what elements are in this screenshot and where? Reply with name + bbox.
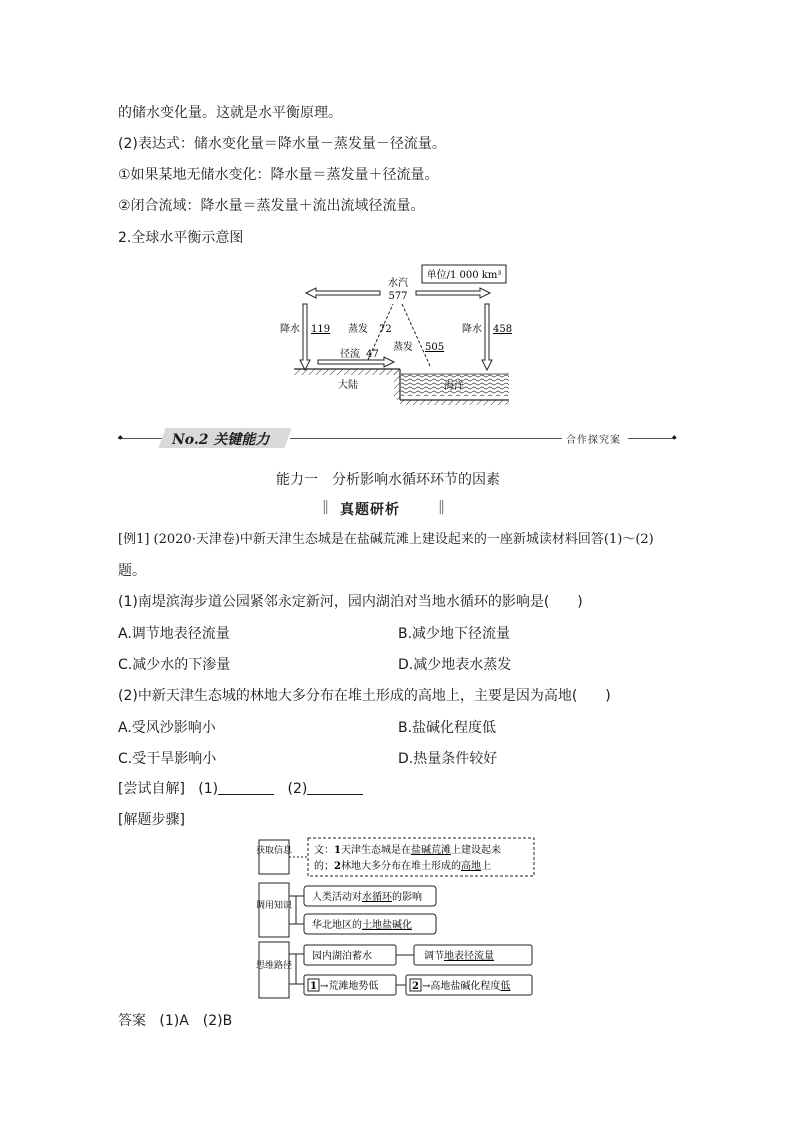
question-2: (2)中新天津生态城的林地大多分布在堆土形成的高地上，主要是因为高地( ) — [118, 688, 611, 704]
q1-option-d: D.减少地表水蒸发 — [398, 657, 512, 673]
vapor-right-arrow — [416, 288, 490, 298]
svg-text:人类活动对水循环的影响: 人类活动对水循环的影响 — [312, 892, 422, 903]
vapor-left-arrow — [306, 288, 380, 298]
q1-option-b: B.减少地下径流量 — [398, 626, 511, 642]
use-knowledge-label: 调用知识 — [256, 901, 293, 911]
land-precip-label: 降水 — [280, 324, 300, 335]
svg-text:1: 1 — [310, 981, 317, 992]
zhenti-deco-right: ‖ — [438, 499, 445, 515]
answer-line: 答案 (1)A (2)B — [118, 1013, 233, 1029]
zhenti-label: 真题研析 — [340, 502, 400, 518]
answer-blank-2[interactable] — [307, 780, 363, 795]
svg-text:调节地表径流量: 调节地表径流量 — [424, 951, 494, 962]
section-rule-left — [118, 438, 162, 439]
subheading: 2.全球水平衡示意图 — [118, 230, 244, 246]
section-tag: No.2 关键能力 — [172, 432, 270, 448]
runoff-label: 径流 — [340, 349, 360, 360]
thinking-label: 思维路径 — [256, 961, 293, 971]
ocean-label: 海洋 — [444, 381, 464, 392]
ocean-precip-label: 降水 — [462, 324, 482, 335]
q2-option-b: B.盐碱化程度低 — [398, 720, 497, 736]
text-line: 的储水变化量。这就是水平衡原理。 — [118, 105, 342, 121]
ability-title: 能力一 分析影响水循环环节的因素 — [276, 472, 500, 488]
text-line: ②闭合流域：降水量＝蒸发量＋流出流域径流量。 — [118, 198, 425, 214]
get-info-label-1: 获取信息 — [256, 846, 293, 856]
example-intro: [例1] (2020·天津卷)中新天津生态城是在盐碱荒滩上建设起来的一座新城读材料回答(1)～(2) — [118, 532, 654, 547]
example-intro-cont: 题。 — [118, 563, 146, 579]
land-precip-arrow — [300, 304, 310, 370]
svg-text:园内湖泊蓄水: 园内湖泊蓄水 — [312, 951, 372, 962]
land-label: 大陆 — [338, 380, 358, 391]
ocean-evap-value: 505 — [425, 342, 445, 353]
q2-option-a: A.受风沙影响小 — [118, 720, 216, 736]
question-1: (1)南堤滨海步道公园紧邻永定新河，园内湖泊对当地水循环的影响是( ) — [118, 594, 583, 610]
q2-option-d: D.热量条件较好 — [398, 751, 498, 767]
svg-text:华北地区的土地盐碱化: 华北地区的土地盐碱化 — [312, 920, 412, 931]
svg-text:文：1天津生态城是在盐碱荒滩上建设起来: 文：1天津生态城是在盐碱荒滩上建设起来 — [314, 845, 501, 856]
try-solve: [尝试自解] (1) (2) — [118, 779, 363, 799]
zhenti-deco-left: ‖ — [322, 499, 329, 515]
ocean-evap-label: 蒸发 — [393, 342, 413, 353]
ocean-precip-value: 458 — [493, 324, 513, 335]
svg-text:2: 2 — [412, 981, 419, 992]
water-balance-diagram — [280, 262, 520, 408]
section-right-label: 合作探究案 — [566, 435, 621, 446]
section-rule-right — [628, 438, 676, 439]
text-line: ①如果某地无储水变化：降水量＝蒸发量＋径流量。 — [118, 167, 439, 183]
text-line: (2)表达式：储水变化量＝降水量－蒸发量－径流量。 — [118, 136, 446, 152]
svg-text:的；2林地大多分布在堆土形成的高地上: 的；2林地大多分布在堆土形成的高地上 — [314, 861, 491, 872]
rule-dot-left: ◆ — [118, 434, 123, 441]
steps-label: [解题步骤] — [118, 812, 185, 828]
land-precip-value: 119 — [311, 324, 331, 335]
land-evap-value: 72 — [379, 324, 392, 335]
q1-option-c: C.减少水的下渗量 — [118, 657, 231, 673]
section-rule-mid — [290, 438, 562, 439]
land-evap-label: 蒸发 — [348, 324, 368, 335]
q2-option-c: C.受干旱影响小 — [118, 751, 217, 767]
ocean-precip-arrow — [482, 304, 492, 370]
q1-option-a: A.调节地表径流量 — [118, 626, 230, 642]
runoff-value: 47 — [366, 349, 379, 360]
svg-text:→荒滩地势低: →荒滩地势低 — [320, 981, 379, 992]
unit-label: 单位/1 000 km³ — [426, 270, 502, 281]
ocean-evap-line — [402, 304, 430, 366]
svg-text:→高地盐碱化程度低: →高地盐碱化程度低 — [422, 981, 511, 992]
vapor-value: 577 — [388, 291, 408, 302]
solution-flow-diagram — [256, 836, 546, 1002]
answer-blank-1[interactable] — [218, 780, 274, 795]
vapor-label: 水汽 — [388, 278, 408, 289]
rule-dot-right: ◆ — [672, 434, 677, 441]
